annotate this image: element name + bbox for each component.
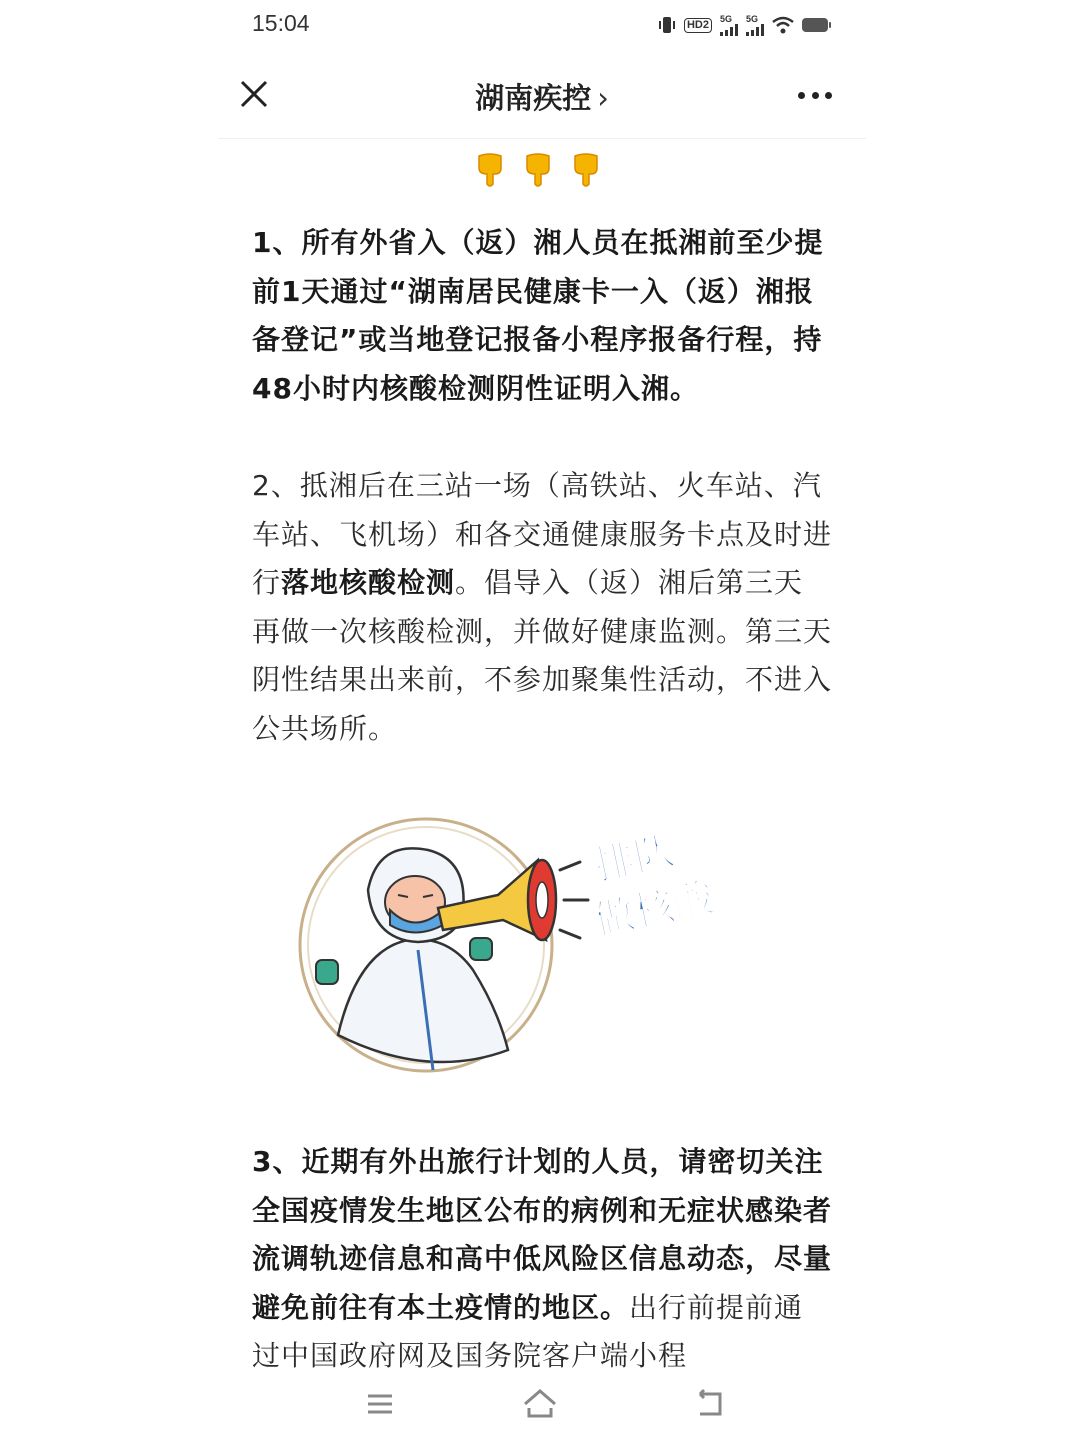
p1-bold: 1、所有外省入（返）湘人员在抵湘前至少提前1天通过“湖南居民健康卡一入（返）湘报备登记”或当地登记报备小程序报备行程，持48小时内核酸检测阴性证明入湘。 (252, 226, 824, 405)
p3-after: 出行前提前通过中国政府网及国务院客户端小程 (252, 1290, 804, 1368)
home-icon[interactable] (520, 1384, 560, 1424)
hd-badge: HD2 (684, 18, 712, 33)
status-time: 15:04 (252, 10, 310, 36)
account-name: 湖南疾控 (475, 81, 592, 115)
back-icon[interactable] (690, 1384, 730, 1424)
vibrate-icon (658, 15, 676, 35)
network-type-label-2: 5G (746, 13, 759, 24)
p2-before: 2、抵湘后在三站一场（高铁站、火车站、汽车站、飞机场）和各交通健康服务卡点及时进行 (252, 469, 833, 600)
status-bar (218, 0, 866, 52)
signal-5g-icon-2 (746, 15, 764, 36)
p3-bold: 3、近期有外出旅行计划的人员，请密切关注全国疫情发生地区公布的病例和无症状感染者流调轨迹信息和高中低风险区信息动态，尽量避免前往有本土疫情的地区。 (252, 1145, 832, 1324)
chevron-right-icon: › (597, 81, 609, 115)
phone-screen (218, 0, 866, 1439)
pointing-down-icon (523, 152, 553, 188)
signal-5g-icon (720, 15, 738, 36)
more-icon[interactable] (798, 90, 832, 100)
queue-for-test-illustration (298, 800, 798, 1100)
article-paragraph-2 (252, 462, 832, 754)
wifi-icon (772, 16, 794, 34)
pointing-down-row (475, 152, 601, 188)
menu-icon[interactable] (360, 1384, 400, 1424)
p2-bold: 落地核酸检测 (281, 566, 456, 600)
article-paragraph-1 (252, 219, 832, 413)
account-title[interactable] (218, 76, 866, 117)
illustration-text-line1: 排队 (590, 828, 679, 890)
system-nav-bar (218, 1370, 866, 1439)
battery-icon (802, 18, 828, 32)
illustration-text-line2: 做核酸 (590, 874, 718, 945)
network-type-label: 5G (720, 13, 733, 24)
status-icons (658, 12, 828, 38)
pointing-down-icon (475, 152, 505, 188)
pointing-down-icon (571, 152, 601, 188)
nav-header (218, 52, 866, 139)
article-paragraph-3 (252, 1138, 832, 1368)
p2-after: 。倡导入（返）湘后第三天再做一次核酸检测，并做好健康监测。第三天阴性结果出来前，不参加聚集性活动，不进入公共场所。 (252, 566, 833, 745)
